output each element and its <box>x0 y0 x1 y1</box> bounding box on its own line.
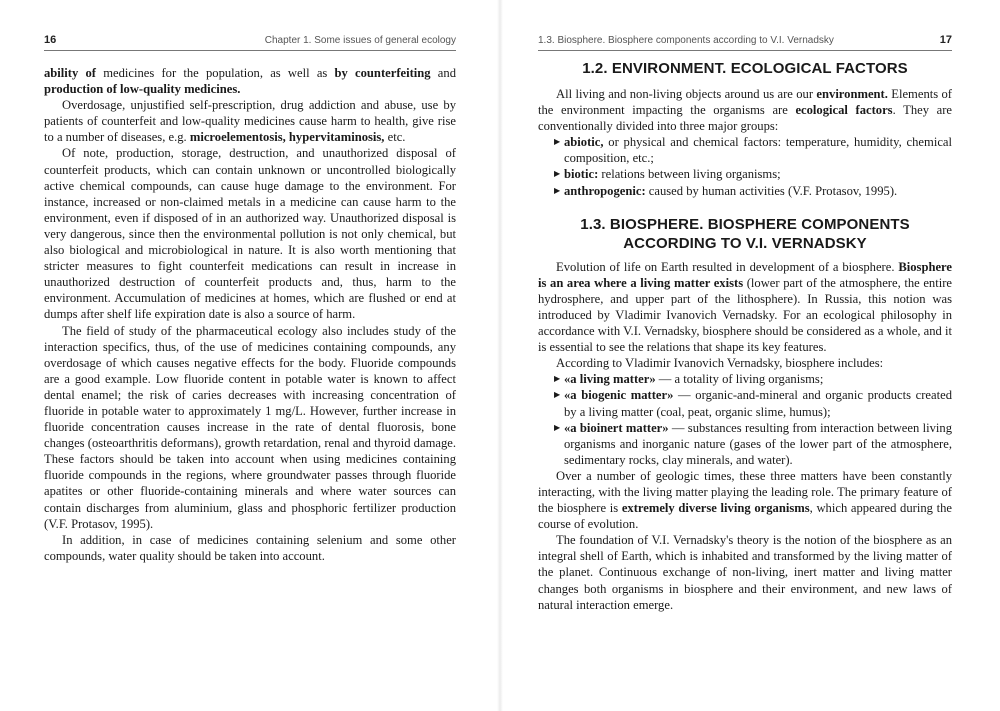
bold-term: by counterfeiting <box>334 66 431 80</box>
bold-term: ecological factors <box>795 103 893 118</box>
triangle-bullet-icon: ▶ <box>554 185 561 195</box>
paragraph: The field of study of the pharmaceutical ecology also includes study of the interaction specifics, thus, of the use of medicines containing compounds, any overdosage of which causes negative effects for the body. Fluoride compounds are a good example. Low fluoride content in potable water is known to affect dental enamel; the risk of caries decreases with increasing concentration of fluoride in potable water to approximately 1 mg/L. However, further increase in fluoride concentration causes increase in the rate of dental fluorosis, bone changes (osteoarthritis deformans), growth retardation, renal and thyroid damage. These factors should be taken into account when using medicines containing fluoride compounds in the regions, where groundwater passes through fluoride apatites or other fluoride-containing minerals and where water sources can contain discharges from aluminium, glass and phosphoric fertilizer production (V.F. Protasov, 1995). <box>44 323 456 531</box>
list-item <box>538 387 952 419</box>
page-number-right: 17 <box>939 34 952 46</box>
section-heading-1-2: 1.2. ENVIRONMENT. ECOLOGICAL FACTORS <box>582 60 908 77</box>
bold-term: extremely diverse living organisms <box>621 501 810 516</box>
list-item <box>538 166 952 182</box>
running-head-right <box>538 34 952 51</box>
paragraph: The foundation of V.I. Vernadsky's theory is the notion of the biosphere as an integral shell of Earth, which is inhabited and transformed by the living matter of the planet. Continuous exchange of non-living, inert matter and living matter changes both organisms in biosphere and their environment, and new laws of natural interaction emerge. <box>538 533 952 612</box>
triangle-bullet-icon: ▶ <box>554 137 561 147</box>
text-run: (lower part of the atmosphere, the entire hydrosphere, and upper part of the lithosphere). In Russia, this notion was introduced by Vladimir Ivanovich Vernadsky. For an ecological philosophy in accordance with V.I. Vernadsky, biosphere should be considered as a whole, and it is essential to see the relations that shape its key features. <box>538 275 952 355</box>
bold-term: «a biogenic matter» <box>564 388 674 403</box>
ecological-factors-list <box>538 134 952 198</box>
bold-term: Biosphere is an area where a living matter exists <box>538 259 952 290</box>
list-item <box>538 183 952 199</box>
triangle-bullet-icon: ▶ <box>554 390 561 400</box>
right-page <box>500 0 1000 711</box>
text-run: or physical and chemical factors: temperature, humidity, chemical composition, etc.; <box>564 135 952 166</box>
text-run: — a totality of living organisms; <box>655 372 824 387</box>
chapter-title: Chapter 1. Some issues of general ecology <box>264 35 456 46</box>
list-item <box>538 420 952 468</box>
bold-term: abiotic, <box>564 135 604 150</box>
section-heading-1-3: 1.3. BIOSPHERE. BIOSPHERE COMPONENTS ACCORDING TO V.I. VERNADSKY <box>580 215 910 252</box>
left-body-text <box>44 65 456 564</box>
paragraph: Of note, production, storage, destruction, and unauthorized disposal of counterfeit products, which can contain unknown or uncontrolled biologically active chemical compounds, can cause huge damage to the environment. For instance, increased or non-claimed metals in a medicine can cause harm to the environment, even if disposed of in an authorized way. Unauthorized disposal is very dangerous, since then the environmental pollution is not only chemical, but also biological and microbiological in nature. It is also worth mentioning that stricter measures to fight counterfeit medications can result in increase in unauthorized destruction of counterfeit products and, thus, harm to the environment. Accumulation of medicines at homes, which are flushed or end at dumps after shelf life expiration date is also a source of harm. <box>44 146 456 322</box>
triangle-bullet-icon: ▶ <box>554 374 561 384</box>
paragraph: According to Vladimir Ivanovich Vernadsky, biosphere includes: <box>556 356 884 371</box>
text-run: Over a number of geologic times, these three matters have been constantly interacting, with the living matter playing the leading role. The primary feature of the biosphere is <box>538 468 952 516</box>
triangle-bullet-icon: ▶ <box>554 422 561 432</box>
section-title: 1.3. Biosphere. Biosphere components according to V.I. Vernadsky <box>538 35 834 46</box>
text-run: All living and non-living objects around us are our <box>556 87 817 101</box>
running-head-left <box>44 34 456 51</box>
paragraph <box>538 259 952 356</box>
list-item <box>538 134 952 166</box>
paragraph: In addition, in case of medicines containing selenium and some other compounds, water quality should be taken into account. <box>44 532 456 563</box>
text-run: etc. <box>384 130 406 145</box>
text-run: medicines for the population, as well as <box>96 66 335 80</box>
paragraph <box>538 468 952 532</box>
text-run: and <box>430 66 456 80</box>
text-run: , which appeared during the course of evolution. <box>538 501 952 532</box>
text-run: Evolution of life on Earth resulted in development of a biosphere. <box>556 259 899 274</box>
text-run: — substances resulting from interaction between living organisms and inorganic nature (gases of the lower part of the atmosphere, sedimentary rocks, clay minerals, and water). <box>564 420 952 467</box>
text-run: relations between living organisms; <box>598 167 781 182</box>
text-run: — organic-and-mineral and organic products created by a living matter (coal, peat, organic slime, humus); <box>564 388 952 419</box>
bold-term: anthropogenic: <box>564 183 646 198</box>
paragraph <box>538 86 952 134</box>
text-run: Overdosage, unjustified self-prescription, drug addiction and abuse, use by patients of counterfeit and low-quality medicines cause harm to health, give rise to a number of diseases, e.g. <box>44 98 456 145</box>
bold-term: «a living matter» <box>564 372 656 387</box>
text-run: caused by human activities (V.F. Protasov, 1995). <box>645 183 898 198</box>
right-body-text <box>538 59 952 613</box>
bold-term: ability of <box>44 66 96 80</box>
paragraph <box>44 65 456 97</box>
paragraph <box>44 97 456 145</box>
bold-term: environment. <box>816 87 888 101</box>
bold-term: microelementosis, hypervitaminosis, <box>189 130 385 145</box>
page-number-left: 16 <box>44 34 57 46</box>
text-run: Elements of the environment impacting the organisms are <box>538 87 952 118</box>
bold-term: biotic: <box>564 167 599 182</box>
triangle-bullet-icon: ▶ <box>554 169 561 179</box>
bold-term: production of low-quality medicines. <box>44 82 241 97</box>
text-run: . They are conventionally divided into three major groups: <box>538 103 952 134</box>
biosphere-matters-list <box>538 371 952 468</box>
list-item <box>538 371 952 387</box>
bold-term: «a bioinert matter» <box>564 420 669 435</box>
